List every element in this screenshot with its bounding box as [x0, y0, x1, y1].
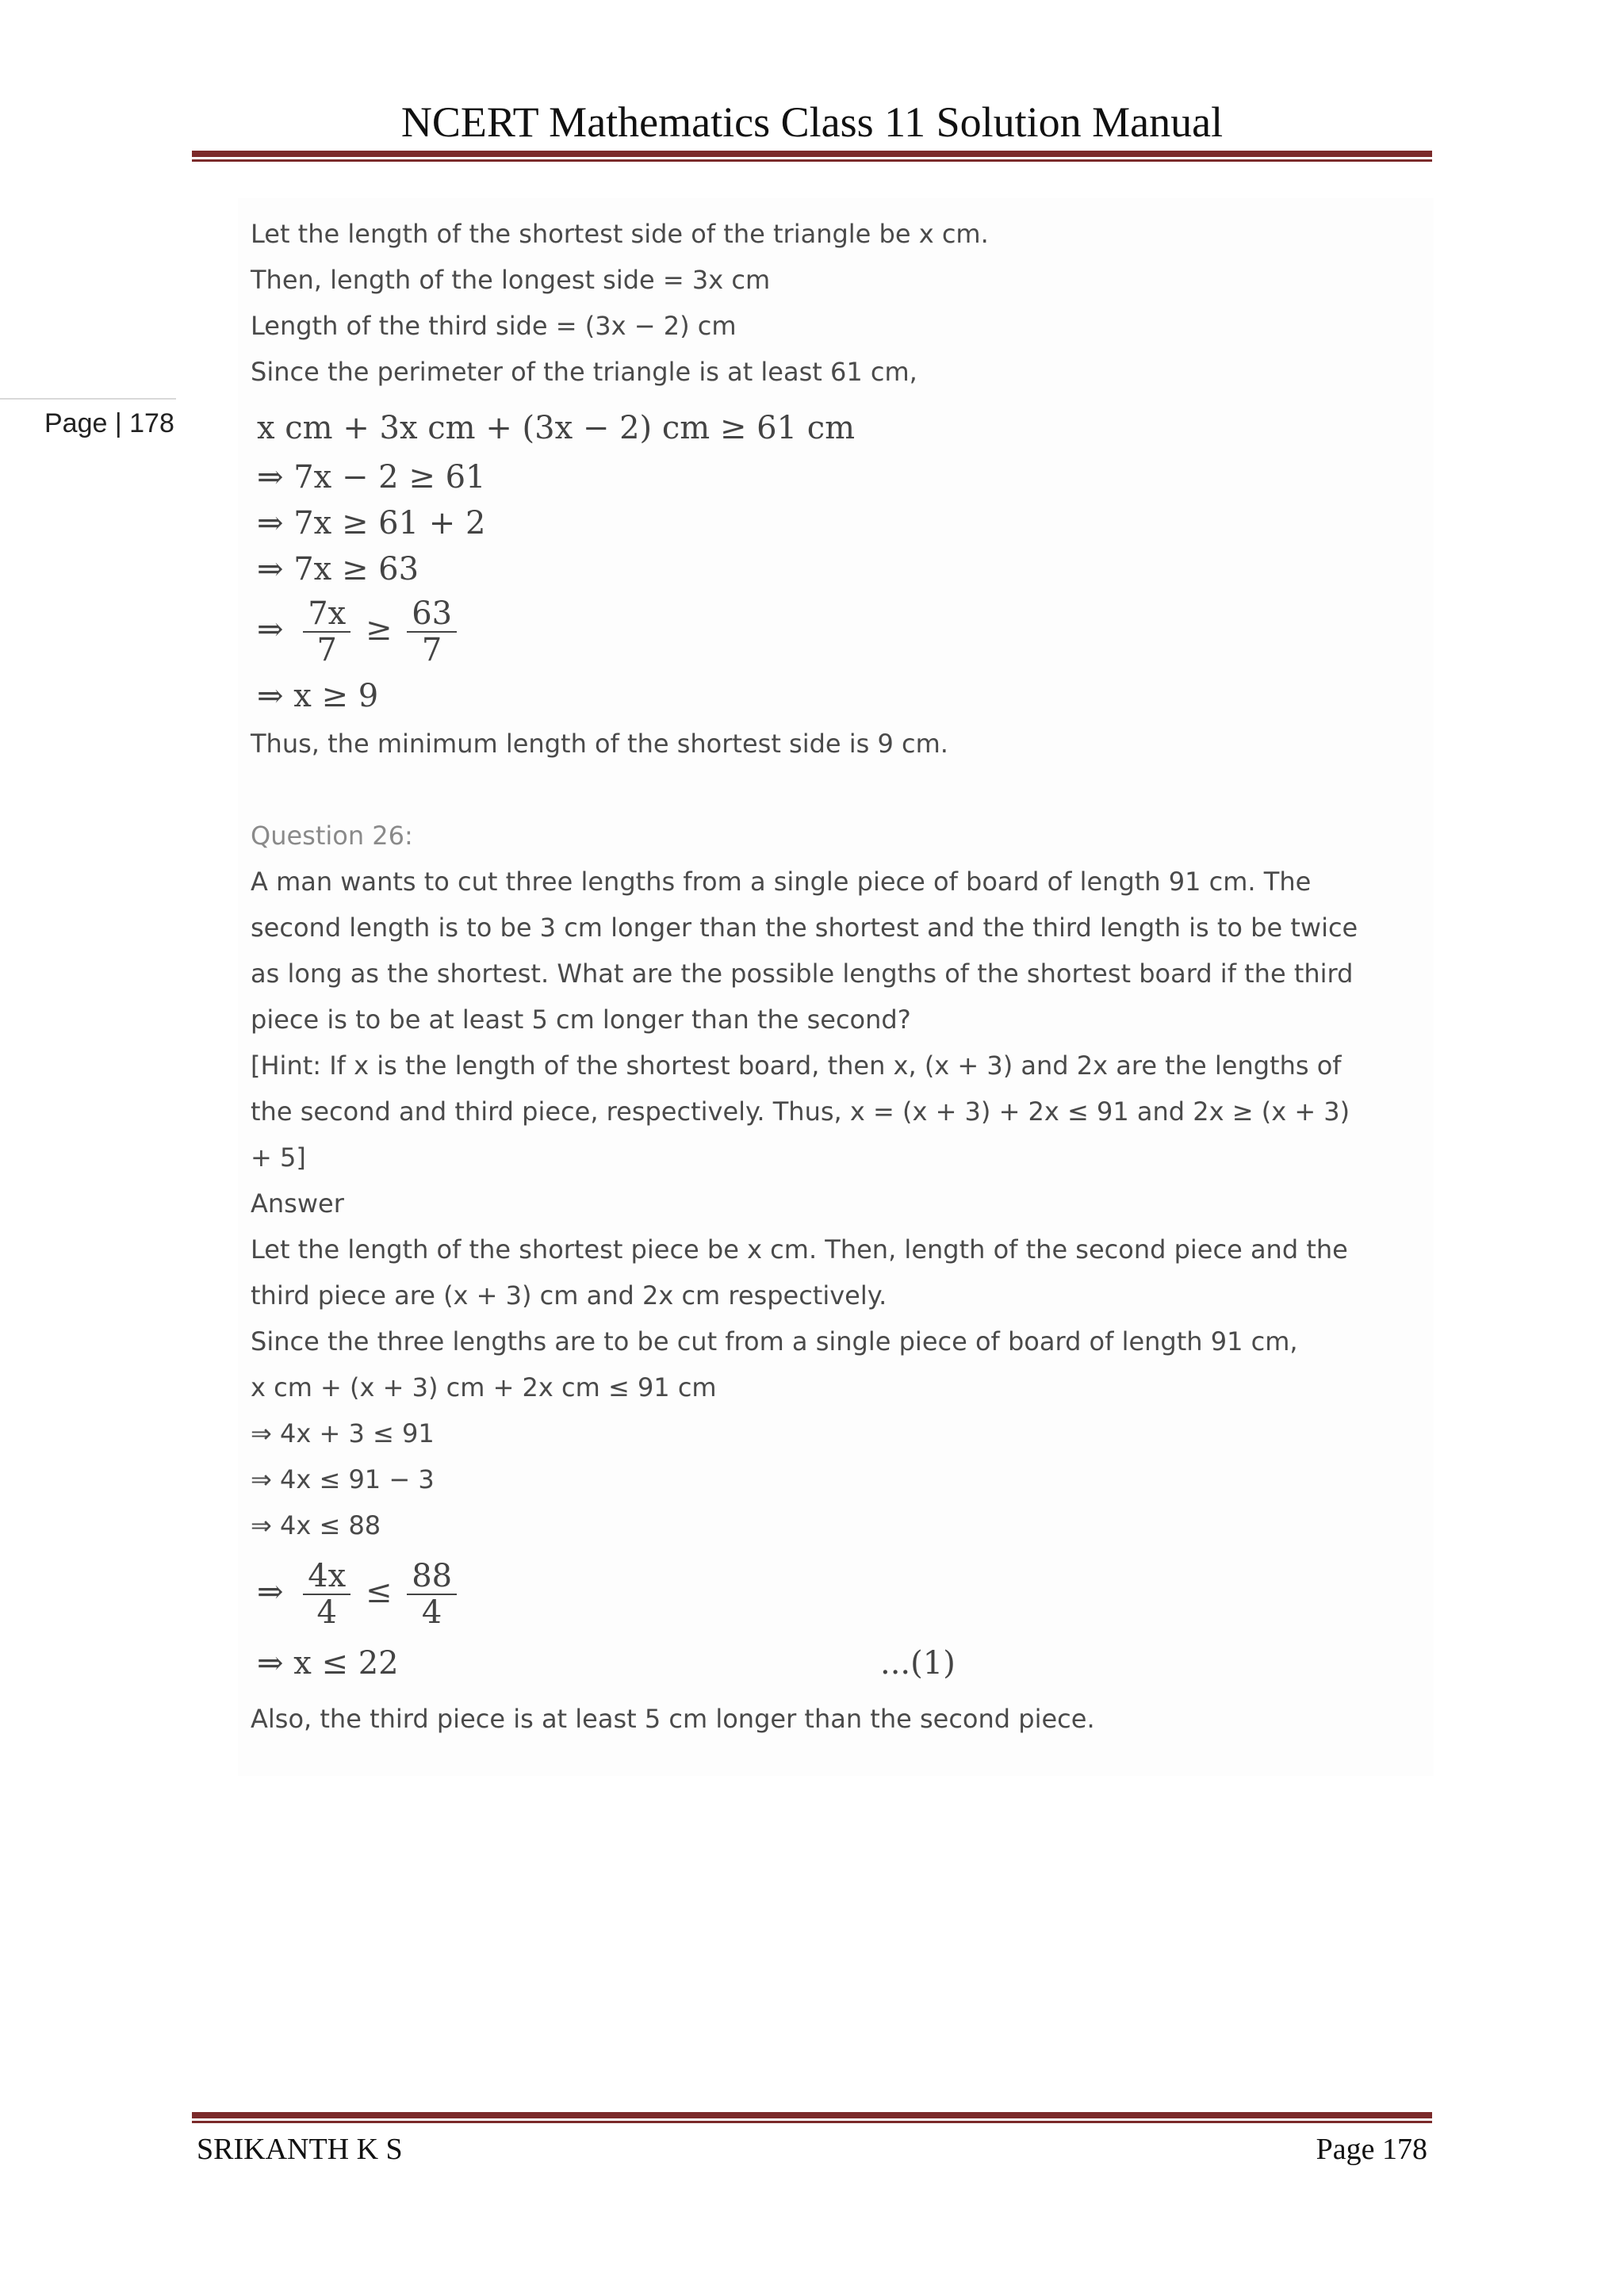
question-heading: Question 26:: [251, 821, 413, 851]
answer-label: Answer: [251, 1188, 344, 1219]
fraction-denominator: 7: [316, 632, 337, 668]
implies-symbol: ⇒: [257, 611, 284, 648]
text-line: Length of the third side = (3x − 2) cm: [251, 311, 737, 341]
text-line: + 5]: [251, 1142, 306, 1173]
relation-symbol: ≤: [365, 1574, 393, 1610]
text-line: Also, the third piece is at least 5 cm longer than the second piece.: [251, 1704, 1095, 1734]
implies-symbol: ⇒: [257, 1574, 284, 1610]
text-line: Let the length of the shortest side of the triangle be x cm.: [251, 219, 989, 249]
footer-author: SRIKANTH K S: [197, 2133, 403, 2166]
math-expression: ⇒ x ≤ 22: [257, 1645, 399, 1682]
fraction-denominator: 4: [421, 1594, 442, 1631]
math-line: ⇒ 7x − 2 ≥ 61: [257, 459, 486, 496]
text-line: Thus, the minimum length of the shortest side is 9 cm.: [251, 729, 948, 759]
footer-page-number: Page 178: [1316, 2133, 1427, 2166]
text-line: Let the length of the shortest piece be x cm. Then, length of the second piece and the: [251, 1234, 1348, 1265]
fraction-numerator: 63: [407, 596, 457, 633]
fraction-numerator: 88: [407, 1559, 457, 1595]
header-rule-thin: [192, 159, 1432, 162]
equation-number: ...(1): [880, 1645, 956, 1682]
text-line: second length is to be 3 cm longer than the shortest and the third length is to be twice: [251, 913, 1358, 943]
text-line: ⇒ 4x ≤ 91 − 3: [251, 1464, 435, 1494]
math-line: x cm + 3x cm + (3x − 2) cm ≥ 61 cm: [257, 410, 856, 446]
text-line: A man wants to cut three lengths from a single piece of board of length 91 cm. The: [251, 867, 1312, 897]
text-line: Since the perimeter of the triangle is at least 61 cm,: [251, 357, 917, 387]
footer-rule-thin: [192, 2121, 1432, 2123]
fraction-denominator: 7: [421, 632, 442, 668]
text-line: [Hint: If x is the length of the shortest board, then x, (x + 3) and 2x are the lengths of: [251, 1050, 1342, 1081]
fraction: [407, 596, 457, 668]
math-fraction-line: [257, 596, 462, 668]
text-line: Then, length of the longest side = 3x cm: [251, 265, 771, 295]
fraction: [303, 1559, 350, 1630]
math-fraction-line: [257, 1559, 462, 1630]
math-line: ⇒ 7x ≥ 63: [257, 551, 419, 587]
text-line: x cm + (x + 3) cm + 2x cm ≤ 91 cm: [251, 1372, 717, 1402]
footer-rule: [192, 2112, 1432, 2118]
text-line: ⇒ 4x + 3 ≤ 91: [251, 1418, 435, 1448]
relation-symbol: ≥: [365, 611, 393, 648]
header-title: NCERT Mathematics Class 11 Solution Manual: [400, 98, 1224, 146]
text-line: ⇒ 4x ≤ 88: [251, 1510, 381, 1540]
math-line: ⇒ 7x ≥ 61 + 2: [257, 505, 486, 541]
fraction-denominator: 4: [316, 1594, 337, 1631]
fraction: [407, 1559, 457, 1630]
text-line: as long as the shortest. What are the possible lengths of the shortest board if the third: [251, 959, 1354, 989]
math-line: [257, 1643, 956, 1684]
margin-tab-divider: [0, 398, 176, 400]
math-line: ⇒ x ≥ 9: [257, 678, 379, 714]
header-rule: [192, 151, 1432, 157]
text-line: piece is to be at least 5 cm longer than the second?: [251, 1004, 911, 1035]
margin-page-number: Page | 178: [44, 408, 174, 438]
fraction: [303, 596, 350, 668]
fraction-numerator: 4x: [303, 1559, 350, 1595]
text-line: the second and third piece, respectively. Thus, x = (x + 3) + 2x ≤ 91 and 2x ≥ (x + 3): [251, 1096, 1350, 1127]
text-line: third piece are (x + 3) cm and 2x cm respectively.: [251, 1280, 887, 1311]
text-line: Since the three lengths are to be cut from a single piece of board of length 91 cm,: [251, 1326, 1298, 1357]
fraction-numerator: 7x: [303, 596, 350, 633]
